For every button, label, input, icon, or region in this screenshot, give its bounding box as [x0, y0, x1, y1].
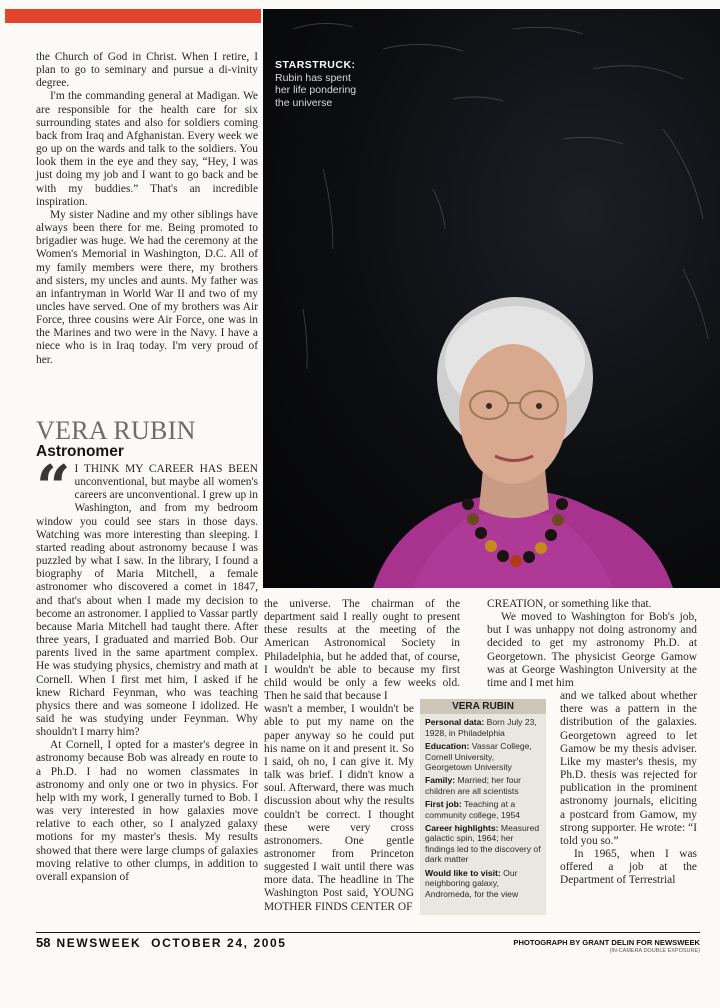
fact-label: Family:	[425, 775, 456, 786]
body-paragraph-narrow	[264, 703, 414, 914]
page-number: 58	[36, 935, 51, 950]
fact-value: Born July 23, 1928, in Philadelphia	[425, 717, 537, 738]
body-paragraph: the Church of God in Christ. When I retire, I plan to go to seminary and pursue a di-vinity degree.	[36, 51, 258, 90]
body-paragraph: the universe. The chairman of the department said I really ought to present these results at the meeting of the American Astronomical Society in Philadelphia, but he added that, of course, I wouldn't be able to because my first child would be only a few weeks old. Then he said that because I	[264, 598, 460, 703]
body-paragraph: I'm the commanding general at Madigan. We are responsible for the health care for six surrounding states and also for soldiers coming back from Iraq and Afghanistan. Every week we go up on the wards and talk to the soldiers. You look them in the eye and they say, “Hey, I was just doing my job and I want to go back and be with my buddies.” That's an incredible inspiration.	[36, 90, 258, 208]
photo-credit	[513, 938, 700, 956]
caption-line: the universe	[275, 96, 333, 109]
caption-line: her life pondering	[275, 84, 357, 96]
lead-paragraph	[36, 453, 258, 739]
headline-caps: CREATION	[487, 598, 544, 610]
fact-value: Married; her four children are all scientists	[425, 775, 522, 796]
body-paragraph: In 1965, when I was offered a job at the Department of Terrestrial	[560, 847, 697, 887]
publication-line: NEWSWEEK OCTOBER 24, 2005	[56, 936, 287, 950]
fact-item	[425, 717, 541, 738]
fact-label: Career highlights:	[425, 823, 499, 834]
lead-caps: I THINK MY CAREER HAS BEEN	[74, 463, 258, 475]
column-left-lower	[36, 453, 258, 884]
fact-value: Teaching at a community college, 1954	[425, 799, 521, 820]
caption-line: Rubin has spent	[275, 71, 351, 84]
fact-value: Our neighboring galaxy, Andromeda, for the view	[425, 867, 519, 899]
folio	[36, 935, 287, 950]
column-left-upper	[36, 51, 258, 367]
fact-box-title: VERA RUBIN	[420, 699, 546, 714]
body-paragraph-narrow: and we talked about whether there was a pattern in the distribution of the galaxies. Georgetown agreed to let Gamow be my thesis adviser. Like my master's thesis, my Ph.D. thesis was rejected for publication in the prominent astronomy journals, eliciting a postcard from Gamow, my strong supporter. He wrote: “I told you so.”	[560, 690, 697, 847]
body-text: wasn't a member, I wouldn't be able to put my name on the paper anyway so he could put his name on it and present it. So I said, oh no, I can give it. My talk was brief. I didn't know a soul. Afterward, there was much discussion about why the results couldn't be correct. I thought these were very cross astronomers. One gentle astronomer from Princeton suggested I wait until there was more data. The headline in The Washington Post said,	[264, 703, 414, 900]
body-paragraph: We moved to Washington for Bob's job, but I was unhappy not doing astronomy and decided to get my astronomy Ph.D. at Georgetown. The physicist George Gamow was at George Washington University at the time and I met him	[487, 611, 697, 689]
fact-label: Education:	[425, 741, 470, 752]
credit-fine-print: (IN-CAMERA DOUBLE EXPOSURE)	[609, 948, 700, 954]
photo-caption	[275, 59, 385, 109]
fact-item	[425, 823, 541, 865]
fact-value: Measured galactic spin, 1964; her findings led to the discovery of dark matter	[425, 823, 541, 865]
fact-box	[420, 699, 546, 915]
portrait-photo	[263, 9, 720, 588]
body-paragraph: My sister Nadine and my other siblings have always been there for me. Being promoted to brigadier was huge. We had the ceremony at the Women's Memorial in Washington, D.C. All of my family members were there, my brothers and sisters, my uncles and aunts. My father was an infantryman in World War II and two of my uncles have served. One of my brothers was Air Force, three cousins were Air Force, one was in the Marines and two were in the Navy. I have a niece who is in Iraq today. I'm very proud of her.	[36, 208, 258, 366]
body-paragraph: At Cornell, I opted for a master's degree in astronomy because Bob was already en route to a Ph.D. I had no women classmates in astronomy and only one or two in physics. For help with my work, I generally turned to Bob. I was very interested in how galaxies move relative to each other, so I analyzed galaxy motions for my master's thesis. My results showed that there were large clumps of galaxies moving relative to other clumps, in addition to overall expansion of	[36, 739, 258, 883]
fact-label: Would like to visit:	[425, 867, 501, 878]
profile-role: Astronomer	[36, 443, 124, 460]
fact-item	[425, 741, 541, 772]
accent-bar	[5, 9, 261, 23]
fact-item	[425, 799, 541, 820]
profile-name: VERA RUBIN	[36, 416, 196, 445]
caption-heading: STARSTRUCK:	[275, 59, 356, 71]
fact-item	[425, 775, 541, 796]
credit-line: PHOTOGRAPH BY GRANT DELIN FOR NEWSWEEK	[513, 938, 700, 947]
fact-box-body	[420, 714, 546, 899]
footer-rule	[36, 932, 700, 933]
body-paragraph	[487, 598, 697, 611]
headline-caps: YOUNG MOTHER FINDS CENTER OF	[264, 887, 414, 913]
lead-text: unconventional, but maybe all women's careers are unconventional. I grew up in Washington, and from my bedroom window you could see stars in those days. Watching was more interesting than sleeping. I started reading about astronomy because I was puzzled by what I saw. In the library, I found a biography of Maria Mitchell, a female astronomer who discovered a comet in 1847, and that's about when I made my decision to become an astronomer. I applied to Vassar partly because Maria Mitchell had taught there. After three years, I graduated and married Bob. Our parents lived in the same apartment complex. He was studying physics, chemistry and math at Cornell. When I first met him, I asked if he knew Richard Feynman, who was teaching physics there and was someone I idolized. He said he was studying under Feynman. Why shouldn't I marry him?	[36, 476, 258, 739]
quote-mark-icon: “	[36, 453, 71, 523]
body-text: , or something like that.	[543, 598, 652, 610]
fact-label: First job:	[425, 799, 462, 810]
fact-item	[425, 868, 541, 899]
fact-label: Personal data:	[425, 717, 485, 728]
fact-value: Vassar College, Cornell University, Georgetown University	[425, 741, 532, 773]
